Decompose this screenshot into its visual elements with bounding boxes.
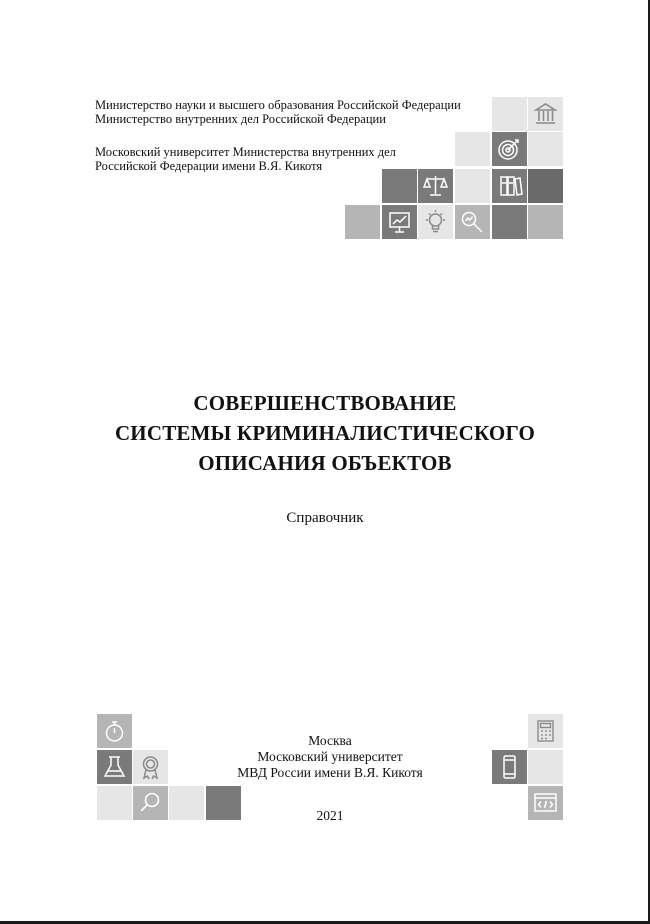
ministry-line-2: Министерство внутренних дел Российской Федерации xyxy=(95,112,386,126)
mosaic-tile-code xyxy=(528,786,563,820)
scales-icon xyxy=(418,169,453,203)
mosaic-tile xyxy=(345,205,380,239)
mosaic-tile xyxy=(455,132,490,166)
bank-icon xyxy=(528,97,563,131)
mosaic-tile-stopwatch xyxy=(97,714,132,748)
target-icon xyxy=(492,132,527,166)
mosaic-tile xyxy=(528,169,563,203)
code-window-icon xyxy=(528,786,563,820)
phone-icon xyxy=(492,750,527,784)
mosaic-tile xyxy=(528,132,563,166)
mosaic-tile-search xyxy=(133,786,168,820)
mosaic-tile-binders xyxy=(492,169,527,203)
book-title xyxy=(0,388,650,478)
mosaic-tile-bank xyxy=(528,97,563,131)
mosaic-tile-phone xyxy=(492,750,527,784)
book-subtitle: Справочник xyxy=(286,510,364,526)
mosaic-tile xyxy=(455,169,490,203)
calculator-icon xyxy=(528,714,563,748)
title-line-1: СОВЕРШЕНСТВОВАНИЕ xyxy=(193,391,457,415)
mosaic-tile xyxy=(492,205,527,239)
mosaic-tile-target xyxy=(492,132,527,166)
mosaic-tile-flask xyxy=(97,750,132,784)
flask-icon xyxy=(97,750,132,784)
mosaic-tile xyxy=(528,750,563,784)
binders-icon xyxy=(492,169,527,203)
mosaic-tile-award xyxy=(133,750,168,784)
ministry-line-1: Министерство науки и высшего образования Российской Федерации xyxy=(95,98,461,112)
search-icon xyxy=(133,786,168,820)
imprint-block xyxy=(200,733,460,824)
imprint-publisher-2: МВД России имени В.Я. Кикотя xyxy=(237,765,423,780)
imprint-year: 2021 xyxy=(316,808,344,823)
title-line-3: ОПИСАНИЯ ОБЪЕКТОВ xyxy=(198,451,452,475)
imprint-city: Москва xyxy=(308,733,352,748)
mosaic-tile xyxy=(169,786,204,820)
award-icon xyxy=(133,750,168,784)
mosaic-tile-scales xyxy=(418,169,453,203)
mosaic-tile xyxy=(528,205,563,239)
stopwatch-icon xyxy=(97,714,132,748)
mosaic-tile xyxy=(492,97,527,131)
title-line-2: СИСТЕМЫ КРИМИНАЛИСТИЧЕСКОГО xyxy=(114,421,536,445)
mosaic-tile-presentation xyxy=(382,205,417,239)
presentation-icon xyxy=(382,205,417,239)
mosaic-tile-magnifier xyxy=(455,205,490,239)
header-block xyxy=(95,98,461,173)
university-line-1: Московский университет Министерства внутренних дел xyxy=(95,145,396,159)
mosaic-tile xyxy=(97,786,132,820)
magnifier-chart-icon xyxy=(455,205,490,239)
mosaic-tile-calculator xyxy=(528,714,563,748)
imprint-publisher-1: Московский университет xyxy=(257,749,403,764)
university-line-2: Российской Федерации имени В.Я. Кикотя xyxy=(95,159,323,173)
mosaic-tile-lightbulb xyxy=(418,205,453,239)
mosaic-tile xyxy=(382,169,417,203)
lightbulb-icon xyxy=(418,205,453,239)
